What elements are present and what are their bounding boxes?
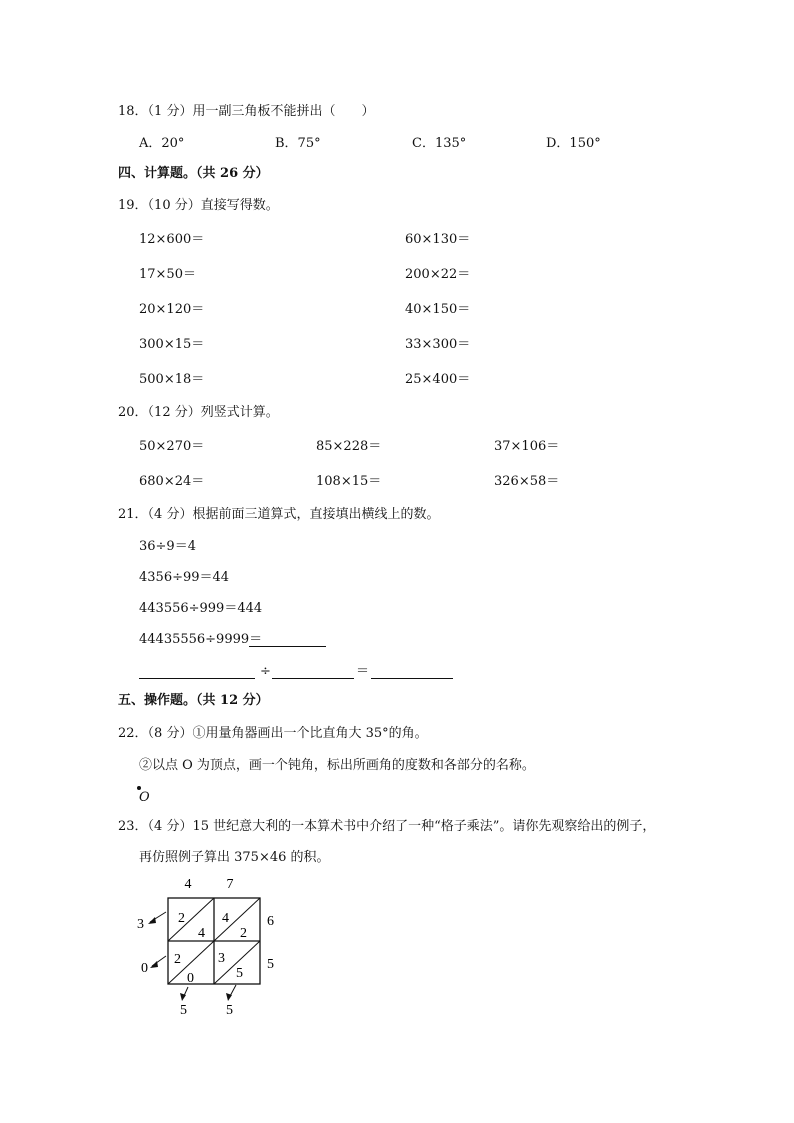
q21-stem: 21．（4 分）根据前面三道算式，直接填出横线上的数。 [118,507,440,522]
q21-line-4: 44435556÷9999＝ [139,632,263,647]
lattice-top-digit: 4 [184,877,192,892]
q23-stem-continued: 再仿照例子算出 375×46 的积。 [139,850,330,865]
q19-right-3: 40×150＝ [405,302,471,317]
q19-stem: 19．（10 分）直接写得数。 [118,198,279,213]
q20-item-5: 108×15＝ [316,474,382,489]
q23-stem: 23．（4 分）15 世纪意大利的一本算术书中介绍了一种“格子乘法”。请你先观察给出的例子， [118,819,656,834]
q21-answer-blank-4[interactable] [371,678,453,679]
lattice-cell-digit: 4 [222,911,229,926]
lattice-cell-digit: 0 [187,971,194,986]
q18-option-b: B．75° [275,136,321,151]
lattice-top-digit: 7 [226,877,234,892]
lattice-cell-digit: 5 [236,966,243,981]
vertex-label: O [139,790,150,805]
q22-part2: ②以点 O 为顶点，画一个钝角，标出所画角的度数和各部分的名称。 [139,758,535,773]
q18-option-d: D．150° [546,136,601,151]
arrow-head [148,917,156,924]
lattice-cell-digit: 3 [218,951,225,966]
lattice-right-digit: 6 [267,914,274,929]
lattice-bottom-digit: 5 [180,1003,187,1018]
q18-option-c: C．135° [412,136,467,151]
q19-left-5: 500×18＝ [139,372,205,387]
q19-left-2: 17×50＝ [139,267,196,282]
q19-right-2: 200×22＝ [405,267,471,282]
q20-item-2: 85×228＝ [316,439,382,454]
q20-item-6: 326×58＝ [494,474,560,489]
cell-diagonal [168,898,214,941]
lattice-right-digit: 5 [267,957,274,972]
lattice-cell-digit: 2 [240,926,247,941]
q19-left-1: 12×600＝ [139,232,205,247]
q20-item-1: 50×270＝ [139,439,205,454]
q19-right-4: 33×300＝ [405,337,471,352]
q21-line-3: 443556÷999＝444 [139,601,263,616]
q21-divide-sign: ÷ [260,664,271,679]
q21-answer-blank-2[interactable] [139,678,255,679]
cell-diagonal [214,898,260,941]
arrow-head [150,961,158,968]
q19-left-4: 300×15＝ [139,337,205,352]
lattice-left-carry: 0 [141,961,148,976]
q21-answer-blank-3[interactable] [272,678,354,679]
q18-stem: 18．（1 分）用一副三角板不能拼出（ ） [118,104,375,119]
section-heading-4: 四、计算题。（共 26 分） [118,166,269,181]
q21-line-2: 4356÷99＝44 [139,570,230,585]
q20-item-3: 37×106＝ [494,439,560,454]
q22-stem: 22．（8 分）①用量角器画出一个比直角大 35°的角。 [118,726,428,741]
q21-line-1: 36÷9＝4 [139,539,196,554]
q19-right-1: 60×130＝ [405,232,471,247]
lattice-cell-digit: 2 [178,911,185,926]
lattice-cell-digit: 4 [198,926,205,941]
q21-equals-sign: ＝ [356,664,370,679]
section-heading-5: 五、操作题。（共 12 分） [118,693,269,708]
q20-item-4: 680×24＝ [139,474,205,489]
q19-right-5: 25×400＝ [405,372,471,387]
q20-stem: 20．（12 分）列竖式计算。 [118,405,279,420]
q21-answer-blank-1[interactable] [249,646,326,647]
q19-left-3: 20×120＝ [139,302,205,317]
lattice-cell-digit: 2 [174,952,181,967]
lattice-figure [128,870,288,1022]
lattice-bottom-digit: 5 [226,1003,233,1018]
lattice-left-carry: 3 [137,917,144,932]
q18-option-a: A．20° [139,136,185,151]
